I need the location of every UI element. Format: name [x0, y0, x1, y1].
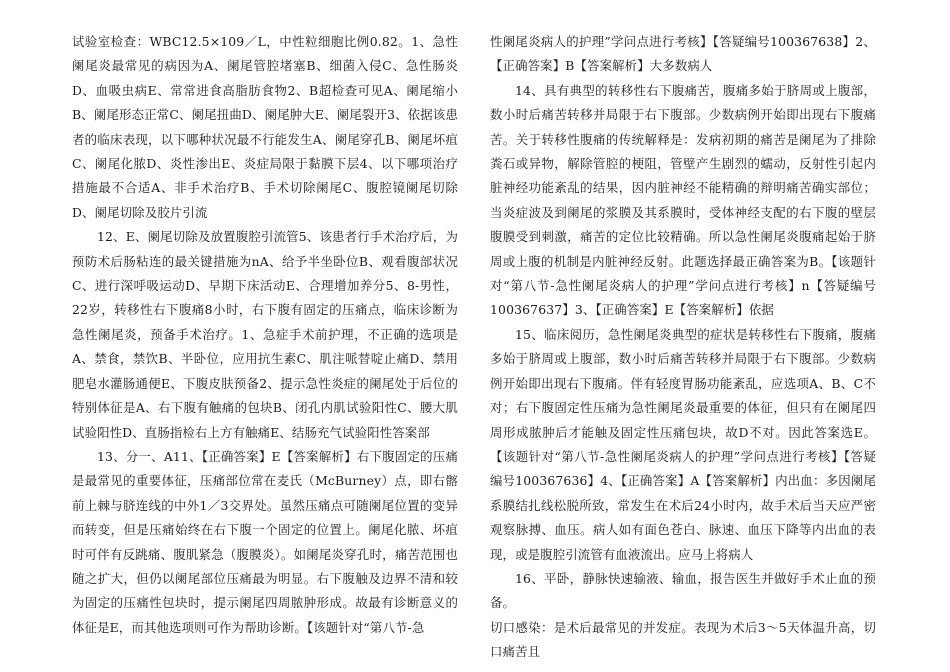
paragraph: 切口感染：是术后最常见的并发症。表现为术后3～5天体温升高，切口痛苦且: [490, 619, 876, 660]
paragraph: 性阑尾炎病人的护理”学问点进行考核】【答疑编号100367638】2、【正确答案】B【答案解析】大多数病人: [490, 34, 876, 74]
paragraph: 试验室检查：WBC12.5×109／L，中性粒细胞比例0.82。1、急性阑尾炎最常见的病因为A、阑尾管腔堵塞B、细菌入侵C、急性肠炎D、血吸虫病E、常常进食高脂肪食物2、B超检查可见A、阑尾缩小B、阑尾形态正常C、阑尾扭曲D、阑尾肿大E、阑尾裂开3、依据该患者的临床表现，以下哪种状况最不行能发生A、阑尾穿孔B、阑尾坏疽C、阑尾化脓D、炎性渗出E、炎症局限于黏膜下层4、以下哪项治疗措施最不合适A、非手术治疗B、手术切除阑尾C、腹腔镜阑尾切除D、阑尾切除及胶片引流: [72, 34, 458, 220]
right-text-column: [490, 30, 876, 665]
left-text-column: [72, 30, 458, 640]
paragraph: 12、E、阑尾切除及放置腹腔引流管5、该患者行手术治疗后，为预防术后肠粘连的最关键措施为nA、给予半坐卧位B、观看腹部状况C、进行深呼吸运动D、早期下床活动E、合理增加养分5、8-男性，22岁，转移性右下腹痛8小时，右下腹有固定的压痛点，临床诊断为急性阑尾炎，预备手术治疗。1、急症手术前护理，不正确的选项是A、禁食，禁饮B、半卧位，应用抗生素C、肌注哌替啶止痛D、禁用肥皂水灌肠通便E、下腹皮肤预备2、提示急性炎症的阑尾处于后位的特别体征是A、右下腹有触痛的包块B、闭孔内肌试验阳性C、腰大肌试验阳性D、直肠指检右上方有触痛E、结肠充气试验阳性答案部: [72, 229, 458, 440]
paragraph: 13、分一、A11、【正确答案】E【答案解析】右下腹固定的压痛是最常见的重要体征，压痛部位常在麦氏（McBurney）点，即右髂前上棘与脐连线的中外1／3交界处。虽然压痛点可随阑尾位置的变异而转变，但是压痛始终在右下腹一个固定的位置上。阑尾化脓、坏疽时可伴有反跳痛、腹肌紧急（腹膜炎）。如阑尾炎穿孔时，痛苦范围也随之扩大，但仍以阑尾部位压痛最为明显。右下腹触及边界不清和较为固定的压痛性包块时，提示阑尾四周脓肿形成。故最有诊断意义的体征是E，而其他选项则可作为帮助诊断。【该题针对“第八节-急: [72, 448, 458, 635]
paragraph: 16、平卧，静脉快速输液、输血，报告医生并做好手术止血的预备。: [490, 570, 876, 611]
paragraph: 14、具有典型的转移性右下腹痛苦，腹痛多始于脐周或上腹部，数小时后痛苦转移并局限于右下腹部。少数病例开始即出现右下腹痛苦。关于转移性腹痛的传统解释是：发病初期的痛苦是阑尾为了排除粪石或异物，解除管腔的梗阻，管壁产生剧烈的蠕动，反射性引起内脏神经功能紊乱的结果，因内脏神经不能精确的辩明痛苦确实部位；当炎症波及到阑尾的浆膜及其系膜时，受体神经支配的右下腹的壁层腹膜受到刺激，痛苦的定位比较精确。所以急性阑尾炎腹痛起始于脐周或上腹的机制是内脏神经反射。此题选择最正确答案为B。【该题针对“第八节-急性阑尾炎病人的护理”学问点进行考核】n【答疑编号100367637】3、【正确答案】E【答案解析】依据: [490, 82, 876, 318]
paragraph: 15、临床阅历，急性阑尾炎典型的症状是转移性右下腹痛，腹痛多始于脐周或上腹部，数小时后痛苦转移并局限于右下腹部。少数病例开始即出现右下腹痛。伴有轻度胃肠功能紊乱，应选项A、B、C不对；右下腹固定性压痛为急性阑尾炎最重要的体征，但只有在阑尾四周形成脓肿后才能触及固定性压痛包块，故D不对。因此答案选E。【该题针对“第八节-急性阑尾炎病人的护理”学问点进行考核】【答疑编号100367636】4、【正确答案】A【答案解析】内出血：多因阑尾系膜结扎线松脱所致，常发生在术后24小时内，故手术后当天应严密观察脉搏、血压。病人如有面色苍白、脉速、血压下降等内出血的表现，或是腹腔引流管有血液流出。应马上将病人: [490, 326, 876, 562]
